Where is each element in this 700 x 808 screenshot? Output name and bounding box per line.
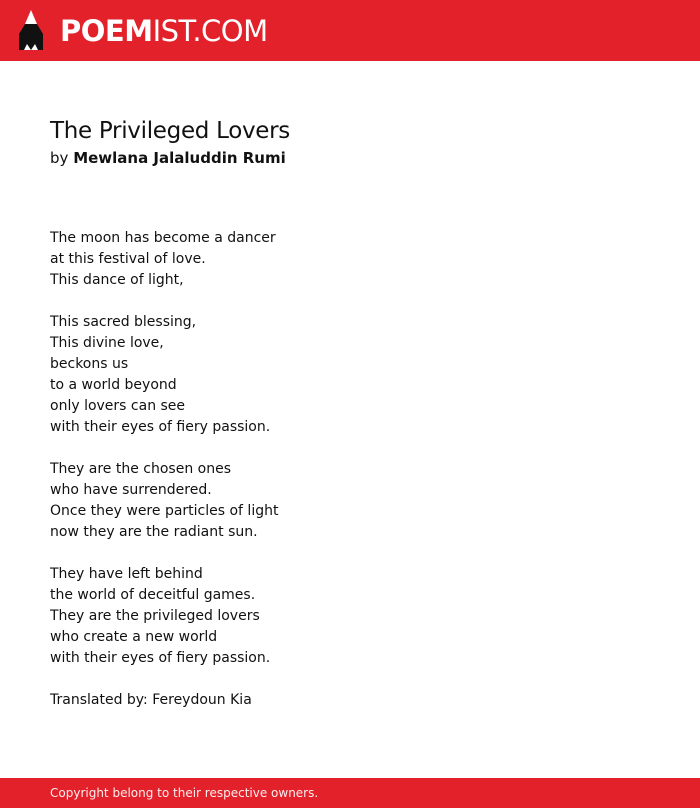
poem-line: They are the privileged lovers [50, 608, 260, 624]
poem-line: They are the chosen ones [50, 461, 232, 477]
copyright-text: Copyright belong to their respective owners. [50, 786, 319, 800]
poem-stanza [50, 690, 650, 711]
poem-line: This divine love, [50, 335, 164, 351]
pencil-icon [18, 10, 44, 52]
brand-light: IST.COM [152, 14, 268, 48]
poem-line: now they are the radiant sun. [50, 524, 258, 540]
poem-content [50, 116, 650, 732]
poem-stanza [50, 228, 650, 291]
poem-author[interactable]: Mewlana Jalaluddin Rumi [73, 149, 286, 167]
poem-line: This sacred blessing, [50, 314, 197, 330]
poem-line: Once they were particles of light [50, 503, 279, 519]
site-logo[interactable] [18, 10, 268, 52]
brand-name [60, 10, 268, 52]
site-footer [0, 778, 700, 808]
poem-line: with their eyes of fiery passion. [50, 650, 271, 666]
poem-line: only lovers can see [50, 398, 186, 414]
poem-line: They have left behind [50, 566, 203, 582]
poem-line: The moon has become a dancer [50, 230, 276, 246]
poem-line: who create a new world [50, 629, 218, 645]
poem-line: Translated by: Fereydoun Kia [50, 692, 252, 708]
poem-line: at this festival of love. [50, 251, 206, 267]
poem-line: This dance of light, [50, 272, 184, 288]
poem-line: who have surrendered. [50, 482, 212, 498]
brand-bold: POEM [60, 14, 153, 48]
poem-line: the world of deceitful games. [50, 587, 256, 603]
poem-body [50, 228, 650, 711]
poem-line: with their eyes of fiery passion. [50, 419, 271, 435]
site-header [0, 0, 700, 61]
poem-line: to a world beyond [50, 377, 177, 393]
poem-stanza [50, 564, 650, 669]
poem-stanza [50, 312, 650, 438]
byline-prefix: by [50, 149, 69, 167]
poem-title: The Privileged Lovers [50, 118, 290, 144]
poem-line: beckons us [50, 356, 129, 372]
poem-byline [50, 146, 650, 170]
poem-stanza [50, 459, 650, 543]
